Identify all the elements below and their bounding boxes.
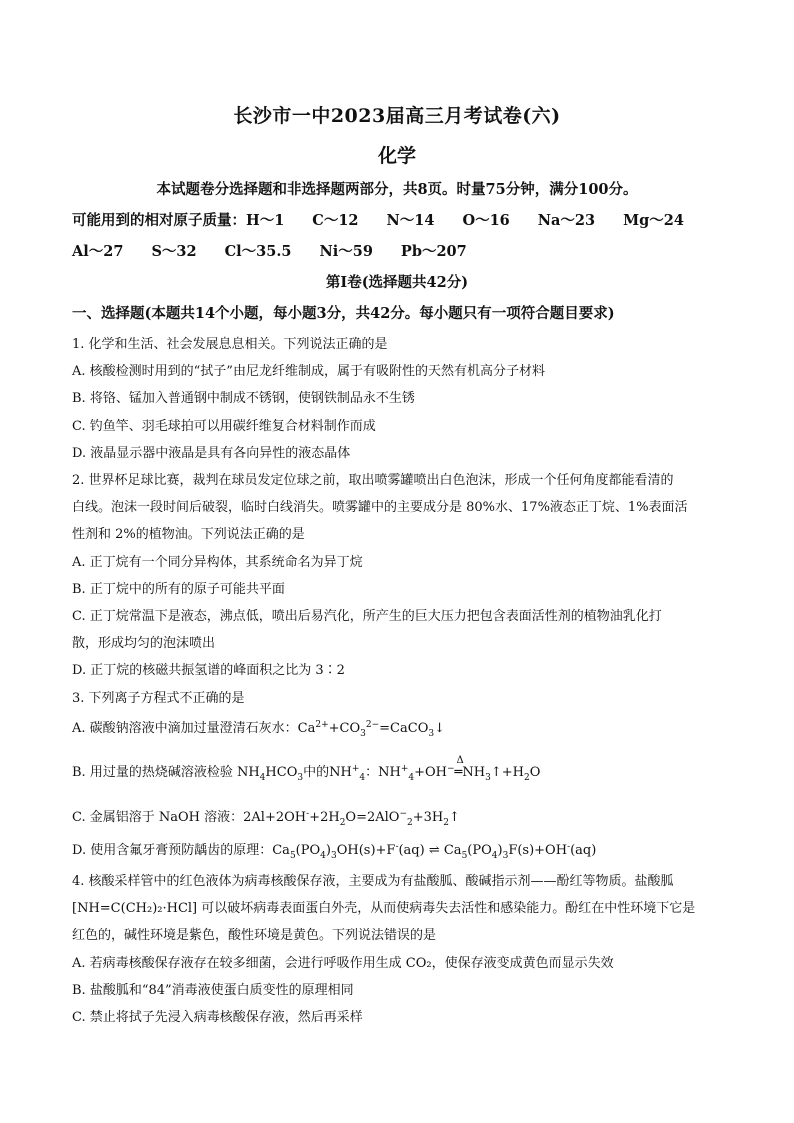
q4-option-b: B. 盐酸胍和“84”消毒液使蛋白质变性的原理相同: [72, 983, 354, 998]
q2-option-d: D. 正丁烷的核磁共振氢谱的峰面积之比为 3∶2: [72, 663, 345, 678]
q3-option-d-equation: $Ca_5(PO_4)_3OH(s)+F^-(aq)$ ⇌ $Ca_5(PO_4)_3F(s)+OH^-(aq)$: [272, 842, 597, 861]
section-title: 一、选择题(本题共14个小题，每小题3分，共42分。每小题只有一项符合题目要求): [72, 305, 615, 322]
q2-stem-line-1: 2. 世界杯足球比赛，裁判在球员发定位球之前，取出喷雾罐喷出白色泡沫，形成一个任何角度都能看清的: [72, 473, 674, 488]
mass-pb: Pb～207: [400, 243, 467, 260]
mass-h: H～1: [246, 212, 285, 229]
q3-option-c: [72, 809, 460, 828]
q1-option-c: C. 钓鱼竿、羽毛球拍可以用碳纤维复合材料制作而成: [72, 419, 376, 434]
mass-n: N～14: [386, 212, 435, 229]
q2-stem-line-2: 白线。泡沫一段时间后破裂，临时白线消失。喷雾罐中的主要成分是 80%水、17%液态正丁烷、1%表面活: [72, 500, 688, 515]
atomic-mass-row-2: [72, 243, 467, 261]
q2-option-c-line-2: 散，形成均匀的泡沫喷出: [72, 636, 216, 651]
q3-option-d: [72, 842, 596, 861]
q2-stem-line-3: 性剂和 2%的植物油。下列说法正确的是: [72, 527, 305, 542]
q3-option-a-text: A. 碳酸钠溶液中滴加过量澄清石灰水：: [72, 721, 298, 736]
q3-option-b-equation: $NH^+_4+OH^-$ Δ $═NH_3↑+H_2O$: [378, 755, 541, 783]
q3-option-b: B. 用过量的热烧碱溶液检验 $NH_4HCO_3$中的$NH^+_4$：$NH^+_4+OH^-$ Δ $═NH_3↑+H_2O$: [72, 755, 541, 783]
exam-subject: 化学: [377, 145, 416, 167]
q4-stem-line-2: [NH=C(CH₂)₂·HCl] 可以破坏病毒表面蛋白外壳，从而使病毒失去活性和感染能力。酚红在中性环境下它是: [72, 901, 696, 916]
exam-intro: 本试题卷分选择题和非选择题两部分，共8页。时量75分钟，满分100分。: [156, 181, 638, 198]
q1-option-b: B. 将铬、锰加入普通钢中制成不锈钢，使钢铁制品永不生锈: [72, 391, 415, 406]
atomic-mass-label: 可能用到的相对原子质量：: [72, 212, 246, 229]
q4-stem-line-1: 4. 核酸采样管中的红色液体为病毒核酸保存液，主要成为有盐酸胍、酸碱指示剂——酚红等物质。盐酸胍: [72, 874, 674, 889]
q3-option-a-equation: $Ca^{2+}+CO_3^{2-}=CaCO_3↓$: [297, 720, 445, 739]
q3-option-a: [72, 720, 445, 739]
q2-option-a: A. 正丁烷有一个同分异构体，其系统命名为异丁烷: [72, 555, 363, 570]
volume-title: 第Ⅰ卷(选择题共42分): [325, 274, 469, 291]
q4-option-a: A. 若病毒核酸保存液存在较多细菌，会进行呼吸作用生成 CO₂，使保存液变成黄色而显示失效: [72, 956, 614, 971]
mass-s: S～32: [151, 243, 197, 260]
q4-stem-line-3: 红色的，碱性环境是紫色，酸性环境是黄色。下列说法错误的是: [72, 928, 437, 943]
atomic-mass-row-1: [72, 212, 684, 230]
mass-c: C～12: [312, 212, 359, 229]
q1-option-a: A. 核酸检测时用到的“拭子”由尼龙纤维制成，属于有吸附性的天然有机高分子材料: [72, 364, 545, 379]
mass-na: Na～23: [537, 212, 596, 229]
exam-title: 长沙市一中2023届高三月考试卷(六): [233, 105, 561, 127]
q1-stem: 1. 化学和生活、社会发展息息相关。下列说法正确的是: [72, 337, 388, 352]
q4-option-c: C. 禁止将拭子先浸入病毒核酸保存液，然后再采样: [72, 1010, 363, 1025]
q2-option-b: B. 正丁烷中的所有的原子可能共平面: [72, 582, 285, 597]
q3-stem: 3. 下列离子方程式不正确的是: [72, 691, 245, 706]
q3-option-d-text: D. 使用含氟牙膏预防龋齿的原理：: [72, 843, 273, 858]
mass-al: Al～27: [72, 243, 124, 260]
mass-cl: Cl～35.5: [224, 243, 292, 260]
q1-option-d: D. 液晶显示器中液晶是具有各向异性的液态晶体: [72, 446, 351, 461]
heating-delta-mark: Δ ═: [454, 755, 464, 780]
q3-option-b-text: B. 用过量的热烧碱溶液检验 NH: [72, 765, 260, 780]
q2-option-c-line-1: C. 正丁烷常温下是液态，沸点低，喷出后易汽化，所产生的巨大压力把包含表面活性剂的植物油乳化打: [72, 609, 662, 624]
q3-option-c-equation: $2Al+2OH^-+2H_2O=2AlO^-_2+3H_2↑$: [243, 809, 460, 828]
mass-mg: Mg～24: [623, 212, 684, 229]
mass-ni: Ni～59: [319, 243, 373, 260]
q3-option-c-text: C. 金属铝溶于 NaOH 溶液：: [72, 810, 244, 825]
mass-o: O～16: [462, 212, 510, 229]
